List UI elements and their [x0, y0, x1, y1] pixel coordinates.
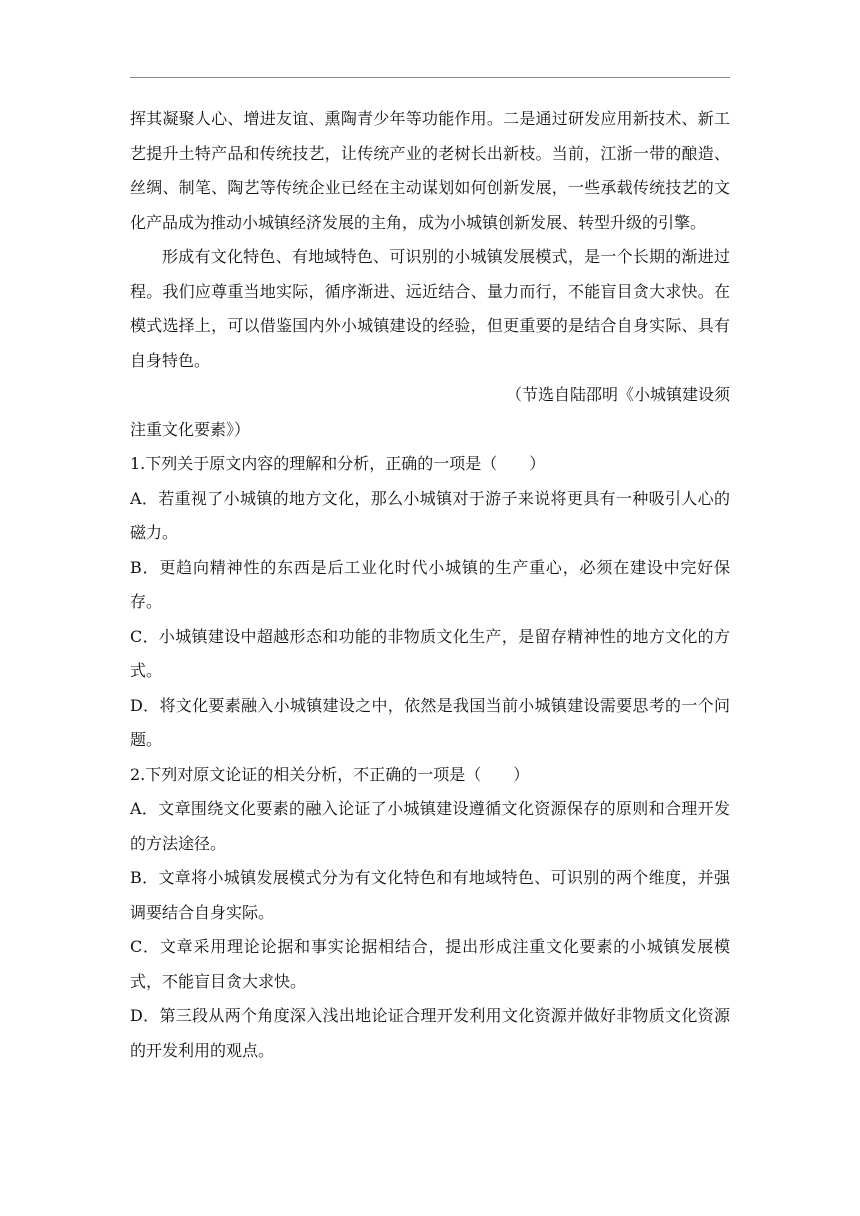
source-citation-line2: 注重文化要素》） [130, 419, 251, 439]
option-d: D．将文化要素融入小城镇建设之中，依然是我国当前小城镇建设需要思考的一个问题。 [130, 695, 730, 749]
option-b: B．文章将小城镇发展模式分为有文化特色和有地域特色、可识别的两个维度，并强调要结合自身实际。 [130, 868, 730, 922]
option-c: C．小城镇建设中超越形态和功能的非物质文化生产，是留存精神性的地方文化的方式。 [130, 626, 730, 680]
option-a: A．若重视了小城镇的地方文化，那么小城镇对于游子来说将更具有一种吸引人心的磁力。 [130, 488, 730, 542]
document-body [130, 102, 730, 1068]
option-c: C．文章采用理论论据和事实论据相结合，提出形成注重文化要素的小城镇发展模式，不能盲目贪大求快。 [130, 937, 730, 991]
question-2 [130, 758, 730, 1069]
source-citation-line1: （节选自陆邵明《小城镇建设须 [505, 385, 730, 404]
option-a: A．文章围绕文化要素的融入论证了小城镇建设遵循文化资源保存的原则和合理开发的方法途径。 [130, 799, 730, 853]
question-stem: 1.下列关于原文内容的理解和分析，正确的一项是（ ） [130, 454, 546, 473]
question-stem: 2.下列对原文论证的相关分析，不正确的一项是（ ） [130, 764, 530, 784]
header-rule [130, 77, 730, 78]
passage-paragraph-continued: 挥其凝聚人心、增进友谊、熏陶青少年等功能作用。二是通过研发应用新技术、新工艺提升土特产品和传统技艺，让传统产业的老树长出新枝。当前，江浙一带的酿造、丝绸、制笔、陶艺等传统企业已经在主动谋划如何创新发展，一些承载传统技艺的文化产品成为推动小城镇经济发展的主角，成为小城镇创新发展、转型升级的引擎。 [130, 109, 730, 232]
question-1 [130, 447, 730, 758]
passage-paragraph-last: 形成有文化特色、有地域特色、可识别的小城镇发展模式，是一个长期的渐进过程。我们应尊重当地实际，循序渐进、远近结合、量力而行，不能盲目贪大求快。在模式选择上，可以借鉴国内外小城镇建设的经验，但更重要的是结合自身实际、具有自身特色。 [130, 247, 730, 370]
option-b: B．更趋向精神性的东西是后工业化时代小城镇的生产重心，必须在建设中完好保存。 [130, 557, 730, 611]
option-d: D．第三段从两个角度深入浅出地论证合理开发利用文化资源并做好非物质文化资源的开发利用的观点。 [130, 1006, 730, 1060]
